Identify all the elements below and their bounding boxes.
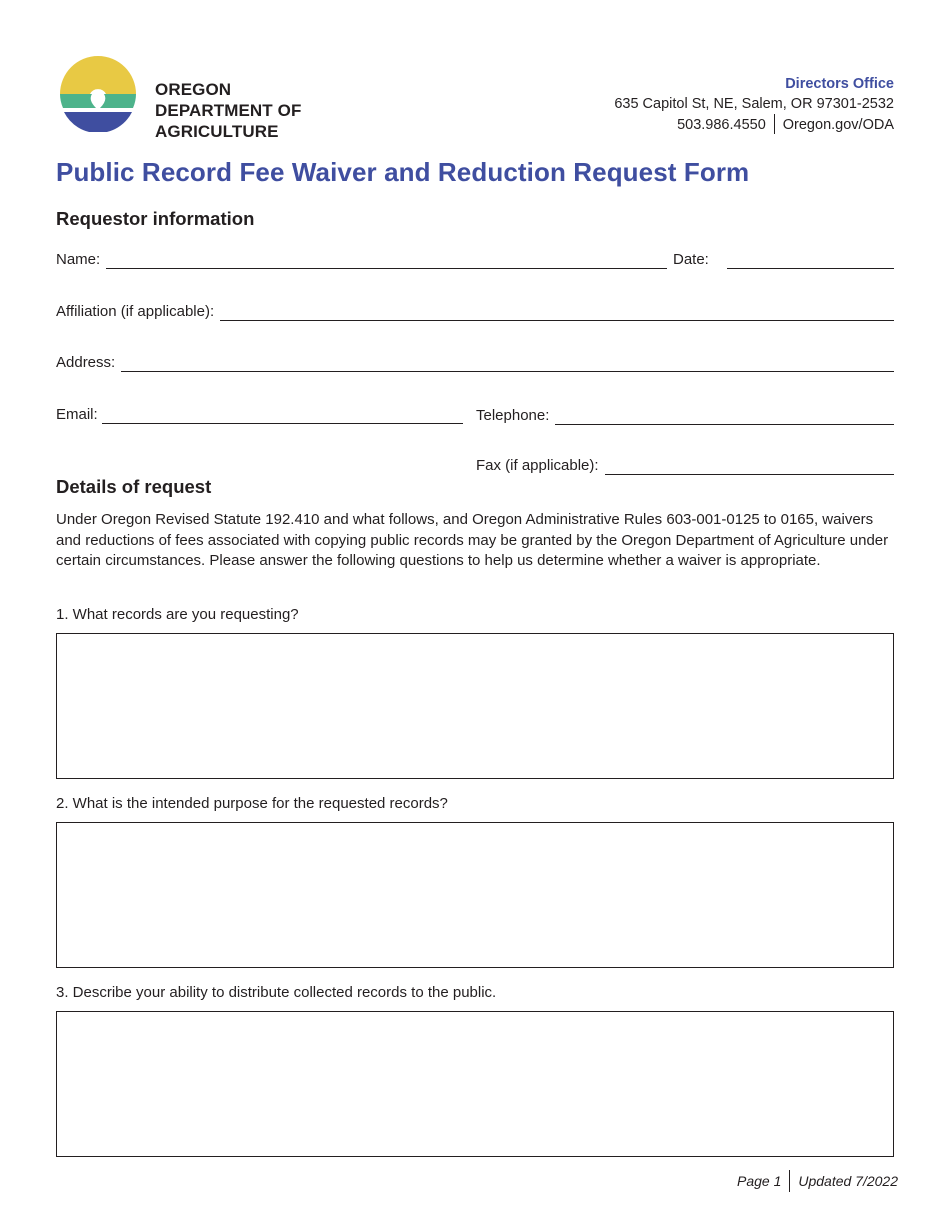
question-3: 3. Describe your ability to distribute collected records to the public. xyxy=(56,984,497,1001)
details-intro: Under Oregon Revised Statute 192.410 and what follows, and Oregon Administrative Rules 603-001-0125 to 0165, waivers and reductions of fees associated with copying public records may be granted by the Oregon Department of Agriculture under certain circumstances. Please answer the following questions to help us determine whether a waiver is appropriate. xyxy=(56,511,889,569)
affiliation-label: Affiliation (if applicable): xyxy=(56,303,215,320)
office-name: Directors Office xyxy=(785,76,894,92)
address-field[interactable] xyxy=(56,354,894,372)
affiliation-line[interactable] xyxy=(220,306,894,321)
question-1: 1. What records are you requesting? xyxy=(56,606,299,623)
name-label: Name: xyxy=(56,251,101,268)
oda-logo-icon xyxy=(58,54,138,132)
requestor-heading: Requestor information xyxy=(56,208,255,229)
address-label: Address: xyxy=(56,354,116,371)
question-2: 2. What is the intended purpose for the requested records? xyxy=(56,795,448,812)
office-phone: 503.986.4550 xyxy=(677,117,766,133)
affiliation-field[interactable] xyxy=(56,303,894,321)
telephone-line[interactable] xyxy=(555,410,894,425)
page-footer xyxy=(737,1170,898,1192)
answer-box-2[interactable] xyxy=(56,822,894,968)
fax-field[interactable] xyxy=(476,457,894,475)
updated-date: Updated 7/2022 xyxy=(798,1173,898,1189)
date-line[interactable] xyxy=(727,254,894,269)
footer-divider xyxy=(789,1170,790,1192)
form-title: Public Record Fee Waiver and Reduction Request Form xyxy=(56,157,750,187)
telephone-label: Telephone: xyxy=(476,407,550,424)
contact-divider xyxy=(774,114,775,134)
answer-box-3[interactable] xyxy=(56,1011,894,1157)
email-field[interactable] xyxy=(56,406,463,424)
page-number: Page 1 xyxy=(736,1173,782,1189)
org-name-line-1: OREGON xyxy=(155,80,232,99)
org-name xyxy=(155,79,301,142)
fax-label: Fax (if applicable): xyxy=(476,457,599,474)
fax-line[interactable] xyxy=(605,460,894,475)
contact-line xyxy=(677,114,894,135)
telephone-field[interactable] xyxy=(476,407,894,425)
office-website[interactable]: Oregon.gov/ODA xyxy=(782,117,894,133)
date-label: Date: xyxy=(673,251,709,268)
office-address: 635 Capitol St, NE, Salem, OR 97301-2532 xyxy=(614,96,894,112)
email-label: Email: xyxy=(56,406,98,423)
date-field[interactable] xyxy=(673,251,894,269)
org-name-line-3: AGRICULTURE xyxy=(155,122,279,141)
details-heading: Details of request xyxy=(56,476,212,497)
name-field[interactable] xyxy=(56,251,667,269)
email-line[interactable] xyxy=(102,409,463,424)
answer-box-1[interactable] xyxy=(56,633,894,779)
name-line[interactable] xyxy=(106,254,667,269)
address-line[interactable] xyxy=(121,357,894,372)
org-name-line-2: DEPARTMENT OF xyxy=(155,101,302,120)
